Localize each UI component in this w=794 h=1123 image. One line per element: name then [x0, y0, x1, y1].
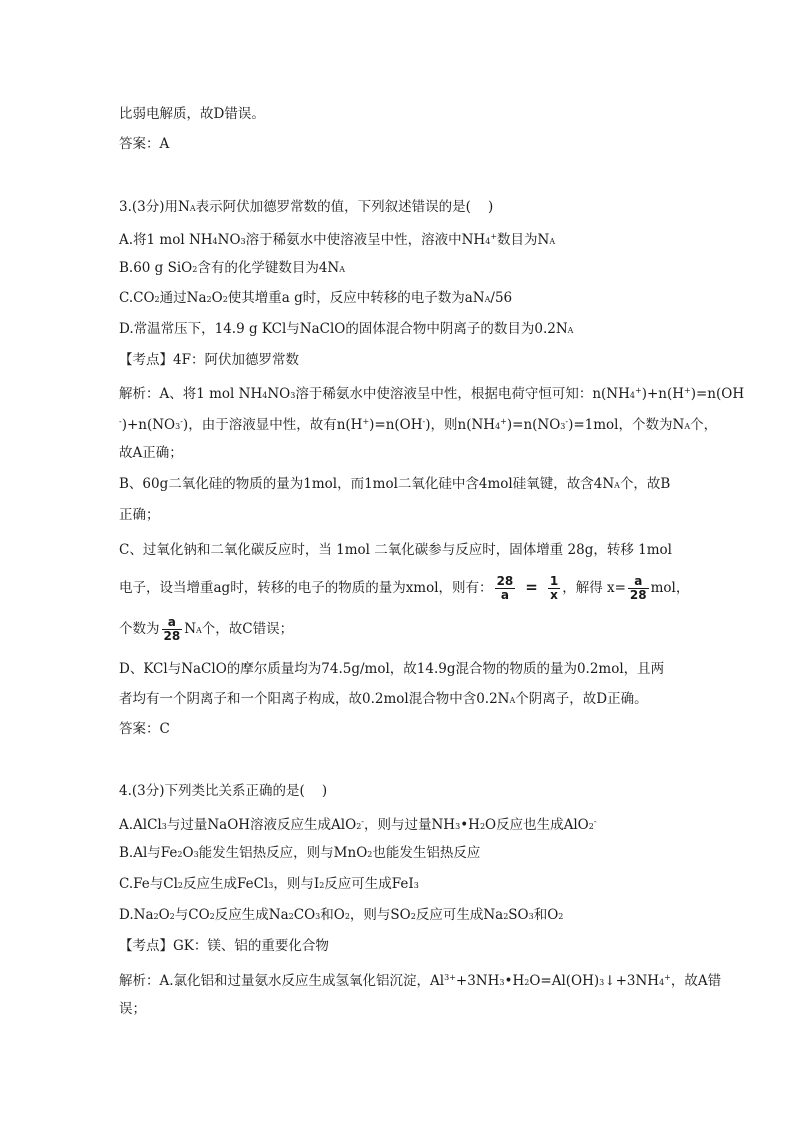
- explanation-line: [119, 540, 672, 560]
- numerator: a: [162, 616, 183, 630]
- denominator: x: [550, 588, 558, 602]
- answer-line: [119, 719, 170, 739]
- text: 反应可生成Na: [415, 907, 504, 923]
- superscript: +: [362, 417, 370, 426]
- subscript: 2: [169, 912, 175, 921]
- denominator: 28: [629, 588, 647, 602]
- explanation-line: [119, 381, 744, 406]
- subscript: 2: [177, 850, 183, 859]
- subscript: 3: [240, 237, 246, 246]
- text: ，解得 x=: [562, 580, 626, 596]
- subscript: 2: [153, 912, 159, 921]
- question-stem: [119, 781, 327, 801]
- numerator: 1: [549, 574, 559, 588]
- text: •H: [504, 973, 525, 989]
- text: D.Na: [119, 907, 154, 923]
- explanation-line: [119, 412, 717, 437]
- text: B.60 g SiO: [119, 260, 193, 276]
- subscript: 3: [455, 822, 461, 831]
- text: ↓+3NH: [604, 973, 660, 989]
- explanation-line: [119, 505, 160, 525]
- superscript: -: [361, 817, 364, 826]
- subscript: 3: [175, 422, 181, 431]
- subscript: 3: [528, 912, 534, 921]
- subscript: 3: [315, 912, 321, 921]
- fraction-a-over-28: [628, 575, 649, 602]
- subscript: 2: [288, 912, 294, 921]
- option-b: [119, 258, 345, 280]
- text: )=n(NO: [506, 417, 561, 433]
- subscript: 2: [503, 912, 509, 921]
- subscript: 2: [356, 822, 362, 831]
- text: B.Al与Fe: [119, 845, 178, 861]
- subscript: 4: [659, 978, 665, 987]
- subscript: 2: [588, 822, 594, 831]
- subscript: A: [509, 696, 516, 705]
- subscript: 3: [161, 822, 167, 831]
- text: 正确；: [119, 507, 160, 523]
- option-c: [119, 288, 512, 310]
- text: 和O: [533, 907, 559, 923]
- option-c: [119, 874, 419, 896]
- text: 能发生铝热反应，则与MnO: [198, 845, 368, 861]
- equals-sign: =: [525, 578, 538, 596]
- explanation-line: [119, 659, 664, 679]
- fraction-28-over-a: [495, 575, 516, 602]
- text: 与CO: [174, 907, 210, 923]
- superscript: +: [500, 417, 507, 426]
- text: 也能发生铝热反应: [372, 845, 481, 861]
- text: 表示阿伏加德罗常数的值，下列叙述错误的是( ): [195, 199, 494, 215]
- explanation-line: [119, 689, 648, 711]
- text: 比弱电解质，故D错误。: [119, 106, 265, 122]
- option-a: [119, 812, 597, 837]
- subscript: 2: [154, 295, 160, 304]
- text: 和O: [320, 907, 345, 923]
- text: 解析：A.氯化铝和过量氨水反应生成氢氧化铝沉淀，Al: [119, 973, 445, 989]
- text: A.AlCl: [119, 817, 162, 833]
- subscript: A: [567, 326, 574, 335]
- text: 【考点】GK：镁、铝的重要化合物: [119, 938, 329, 954]
- superscript: -: [180, 417, 183, 426]
- explanation-line: [119, 968, 721, 993]
- text: 个数为: [119, 621, 160, 637]
- question-stem: [119, 197, 493, 219]
- subscript: 2: [410, 912, 416, 921]
- subscript: 4: [262, 391, 268, 400]
- text: SO: [508, 907, 529, 923]
- text: )=1mol，个数为N: [568, 417, 685, 433]
- text: 答案：C: [119, 721, 170, 737]
- explanation-line-formula: [119, 570, 689, 605]
- explanation-line-formula: [119, 612, 293, 648]
- superscript: -: [593, 817, 597, 826]
- subscript: 2: [209, 912, 215, 921]
- knowledge-point: [119, 936, 329, 956]
- text: )，则n(NH: [425, 417, 496, 433]
- denominator: a: [500, 588, 509, 602]
- text: )+n(H: [641, 386, 685, 402]
- text: 3.(3分)用N: [119, 199, 190, 215]
- text: O反应也生成AlO: [485, 817, 589, 833]
- text: 误；: [119, 1001, 146, 1017]
- text: 个，故C错误；: [201, 621, 294, 637]
- superscript: +: [684, 386, 691, 395]
- text: ，则与I: [273, 876, 320, 892]
- text: NO: [267, 386, 291, 402]
- text: C、过氧化钠和二氧化碳反应时，当 1mol 二氧化碳参与反应时，固体增重 28g，转移 1mol: [119, 542, 672, 558]
- text: D.常温常压下，14.9 g KCl与NaClO的固体混合物中阴离子的数目为0.2N: [119, 321, 568, 337]
- subscript: A: [614, 481, 620, 490]
- text: ，则与SO: [349, 907, 411, 923]
- text: •H: [460, 817, 480, 833]
- superscript: -: [565, 417, 569, 426]
- subscript: 3: [290, 391, 296, 400]
- subscript: 2: [524, 978, 530, 987]
- text: )，由于溶液显中性，故有n(H: [182, 417, 363, 433]
- text: 使其增重a g时，反应中转移的电子数为aN: [227, 290, 485, 306]
- text: 反应可生成FeI: [324, 876, 414, 892]
- text: O: [158, 907, 170, 923]
- option-b: [119, 843, 480, 865]
- subscript: 2: [479, 822, 486, 831]
- text: C.CO: [119, 290, 155, 306]
- text: B、60g二氧化硅的物质的量为1mol，而1mol二氧化硅中含4mol硅氧键，故含4N: [119, 476, 615, 492]
- fraction-1-over-x: [548, 575, 560, 602]
- subscript: 2: [558, 912, 564, 921]
- subscript: 4: [212, 237, 218, 246]
- subscript: 3: [499, 978, 505, 987]
- text: 通过Na: [159, 290, 207, 306]
- answer-line: [119, 134, 169, 154]
- text: NO: [217, 232, 241, 248]
- superscript: +: [634, 386, 642, 395]
- subscript: A: [196, 626, 202, 635]
- text: 电子，设当增重ag时，转移的电子的物质的量为xmol，则有：: [119, 580, 493, 596]
- subscript: 4: [495, 422, 501, 431]
- subscript: 3: [413, 881, 419, 890]
- denominator: 28: [163, 629, 181, 643]
- text: )=n(OH: [369, 417, 423, 433]
- superscript: +: [664, 973, 671, 982]
- text: D、KCl与NaClO的摩尔质量均为74.5g/mol，故14.9g混合物的物质的量为0.2mol，且两: [119, 661, 665, 677]
- option-d: [119, 319, 573, 341]
- text: 溶于稀氨水中使溶液呈中性，溶液中NH: [245, 232, 486, 248]
- numerator: a: [628, 575, 649, 589]
- numerator: 28: [496, 574, 514, 588]
- subscript: 2: [344, 912, 350, 921]
- text: 个，: [690, 417, 718, 433]
- text-line: [119, 104, 265, 124]
- text: O=Al(OH): [529, 973, 600, 989]
- text: 个阴离子，故D正确。: [515, 691, 648, 707]
- text: ，故A错: [670, 973, 722, 989]
- superscript: 3+: [444, 973, 456, 982]
- text: +3NH: [455, 973, 500, 989]
- option-a: [119, 227, 555, 252]
- text: 个，故B: [619, 476, 671, 492]
- text: O: [182, 845, 194, 861]
- text: O: [211, 290, 223, 306]
- text: 解析：A、将1 mol NH: [119, 386, 263, 402]
- option-d: [119, 905, 563, 927]
- explanation-line: [119, 474, 670, 496]
- text: 故A正确；: [119, 445, 183, 461]
- subscript: A: [549, 237, 556, 246]
- subscript: 3: [193, 850, 199, 859]
- text: 数目为N: [497, 232, 550, 248]
- fraction-a-over-28: [162, 616, 183, 643]
- explanation-line: [119, 443, 183, 463]
- text: 与过量NaOH溶液反应生成AlO: [166, 817, 357, 833]
- subscript: 3: [268, 881, 274, 890]
- text: ，则与过量NH: [364, 817, 456, 833]
- text: A.将1 mol NH: [119, 232, 213, 248]
- subscript: 4: [485, 237, 491, 246]
- text: 溶于稀氨水中使溶液呈中性，根据电荷守恒可知：n(NH: [295, 386, 630, 402]
- subscript: 4: [629, 391, 635, 400]
- text: C.Fe与Cl: [119, 876, 178, 892]
- text: 4.(3分)下列类比关系正确的是( ): [119, 783, 328, 799]
- subscript: 2: [192, 265, 198, 274]
- text: 反应生成Na: [214, 907, 289, 923]
- subscript: A: [684, 422, 691, 431]
- superscript: -: [422, 417, 426, 426]
- text: CO: [293, 907, 316, 923]
- text: )+n(NO: [121, 417, 176, 433]
- subscript: 2: [177, 881, 183, 890]
- explanation-line: [119, 999, 146, 1019]
- text: 者均有一个阴离子和一个阳离子构成，故0.2mol混合物中含0.2N: [119, 691, 510, 707]
- subscript: 2: [319, 881, 325, 890]
- text: 反应生成FeCl: [183, 876, 269, 892]
- text: 含有的化学键数目为4N: [197, 260, 340, 276]
- knowledge-point: [119, 350, 299, 370]
- subscript: 3: [599, 978, 605, 987]
- subscript: 2: [222, 295, 228, 304]
- superscript: +: [490, 232, 498, 241]
- subscript: A: [189, 204, 196, 213]
- subscript: 2: [206, 295, 212, 304]
- text: 【考点】4F：阿伏加德罗常数: [119, 352, 299, 368]
- superscript: -: [119, 417, 122, 426]
- text: /56: [490, 290, 513, 306]
- text: 答案：A: [119, 136, 170, 152]
- subscript: A: [484, 295, 491, 304]
- text: N: [184, 621, 197, 637]
- subscript: A: [339, 265, 346, 274]
- subscript: 2: [367, 850, 373, 859]
- text: )=n(OH: [690, 386, 745, 402]
- text: mol，: [650, 580, 690, 596]
- subscript: 3: [560, 422, 566, 431]
